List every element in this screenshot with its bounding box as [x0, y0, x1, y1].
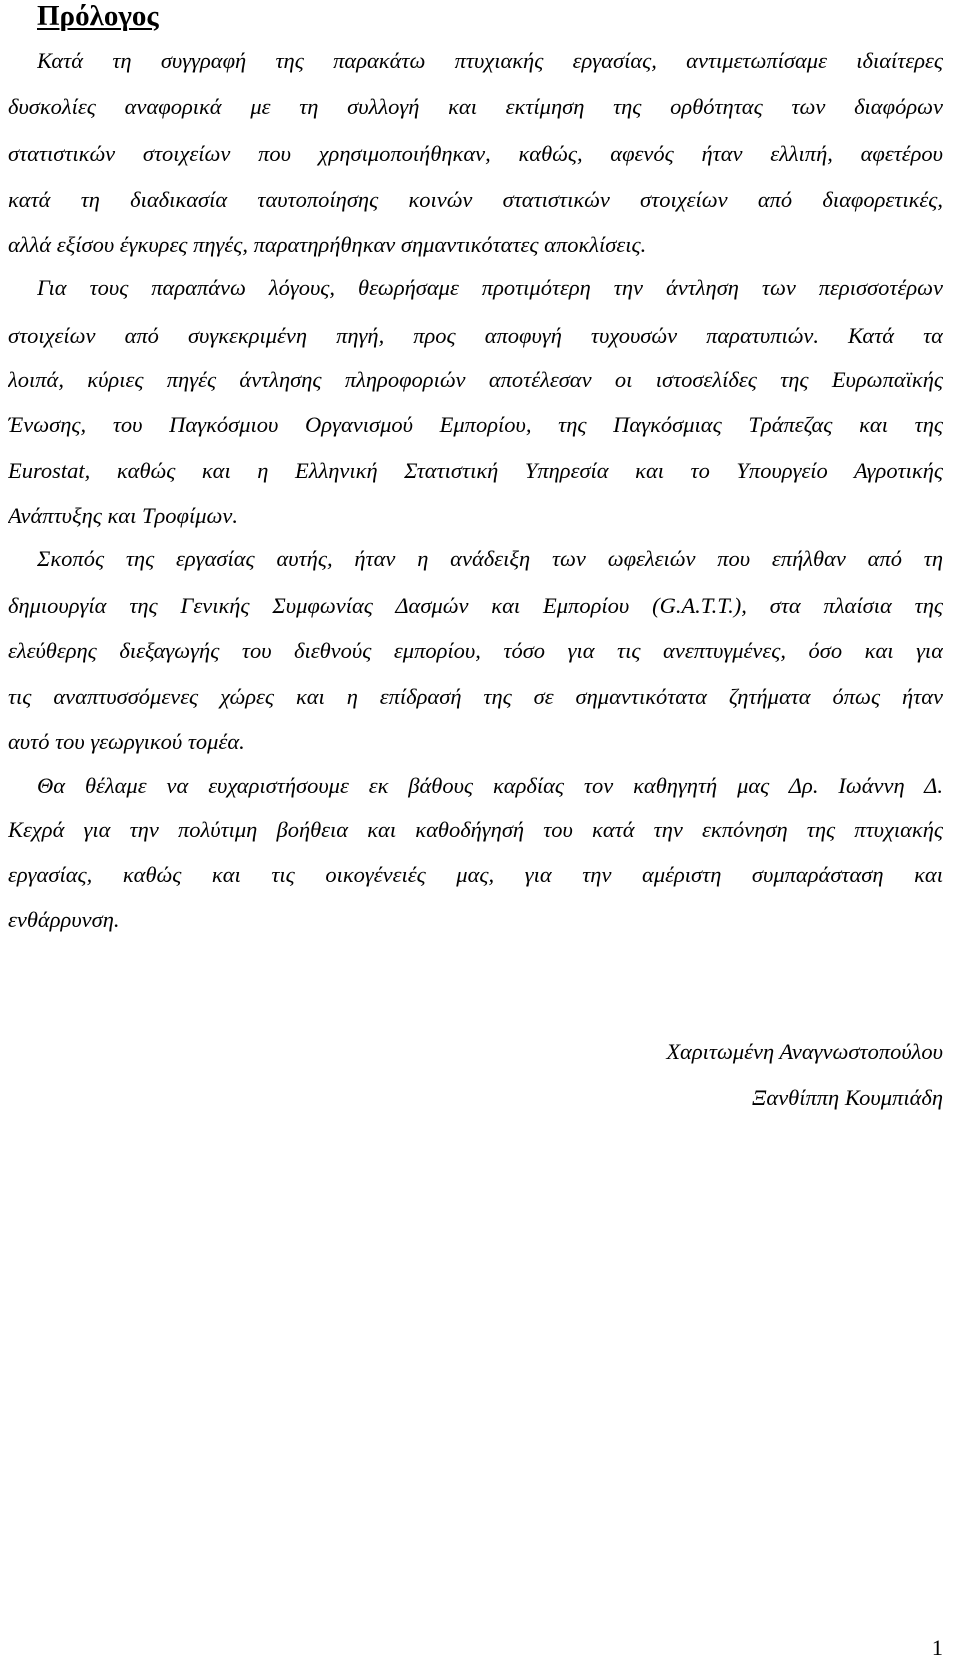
signature-name: Χαριτωμένη Αναγνωστοπούλου [666, 1039, 943, 1064]
text-line: αυτό του γεωργικού τομέα. [8, 729, 245, 754]
text-line: Κατά τη συγγραφή της παρακάτω πτυχιακής εργασίας, αντιμετωπίσαμε ιδιαίτερες [37, 48, 943, 73]
text-line: στοιχείων από συγκεκριμένη πηγή, προς αποφυγή τυχουσών παρατυπιών. Κατά τα [8, 323, 943, 348]
text-line: αλλά εξίσου έγκυρες πηγές, παρατηρήθηκαν σημαντικότατες αποκλίσεις. [8, 232, 647, 257]
text-line: Κεχρά για την πολύτιμη βοήθεια και καθοδήγησή του κατά την εκπόνηση της πτυχιακής [8, 817, 943, 842]
text-line: Για τους παραπάνω λόγους, θεωρήσαμε προτιμότερη την άντληση των περισσοτέρων [37, 275, 943, 300]
text-line: δυσκολίες αναφορικά με τη συλλογή και εκτίμηση της ορθότητας των διαφόρων [8, 94, 943, 119]
text-line: Eurostat, καθώς και η Ελληνική Στατιστική Υπηρεσία και το Υπουργείο Αγροτικής [8, 458, 943, 483]
text-line: Ένωσης, του Παγκόσμιου Οργανισμού Εμπορίου, της Παγκόσμιας Τράπεζας και της [8, 412, 943, 437]
text-line: ελεύθερης διεξαγωγής του διεθνούς εμπορίου, τόσο για τις ανεπτυγμένες, όσο και για [8, 638, 943, 663]
text-line: στατιστικών στοιχείων που χρησιμοποιήθηκαν, καθώς, αφενός ήταν ελλιπή, αφετέρου [8, 141, 943, 166]
text-line: τις αναπτυσσόμενες χώρες και η επίδρασή της σε σημαντικότατα ζητήματα όπως ήταν [8, 684, 943, 709]
signature-name: Ξανθίππη Κουμπιάδη [752, 1085, 943, 1110]
text-line: Σκοπός της εργασίας αυτής, ήταν η ανάδειξη των ωφελειών που επήλθαν από τη [37, 546, 943, 571]
text-line: ενθάρρυνση. [8, 907, 120, 932]
text-line: Θα θέλαμε να ευχαριστήσουμε εκ βάθους καρδίας τον καθηγητή μας Δρ. Ιωάννη Δ. [37, 773, 943, 798]
page-title: Πρόλογος [37, 0, 159, 32]
text-line: λοιπά, κύριες πηγές άντλησης πληροφοριών αποτέλεσαν οι ιστοσελίδες της Ευρωπαϊκής [8, 367, 943, 392]
text-line: εργασίας, καθώς και τις οικογένειές μας, για την αμέριστη συμπαράσταση και [8, 862, 943, 887]
text-line: κατά τη διαδικασία ταυτοποίησης κοινών στατιστικών στοιχείων από διαφορετικές, [8, 187, 943, 212]
text-line: Ανάπτυξης και Τροφίμων. [8, 503, 239, 528]
text-line: δημιουργία της Γενικής Συμφωνίας Δασμών και Εμπορίου (G.A.T.T.), στα πλαίσια της [8, 593, 943, 618]
page-number: 1 [931, 1635, 943, 1660]
